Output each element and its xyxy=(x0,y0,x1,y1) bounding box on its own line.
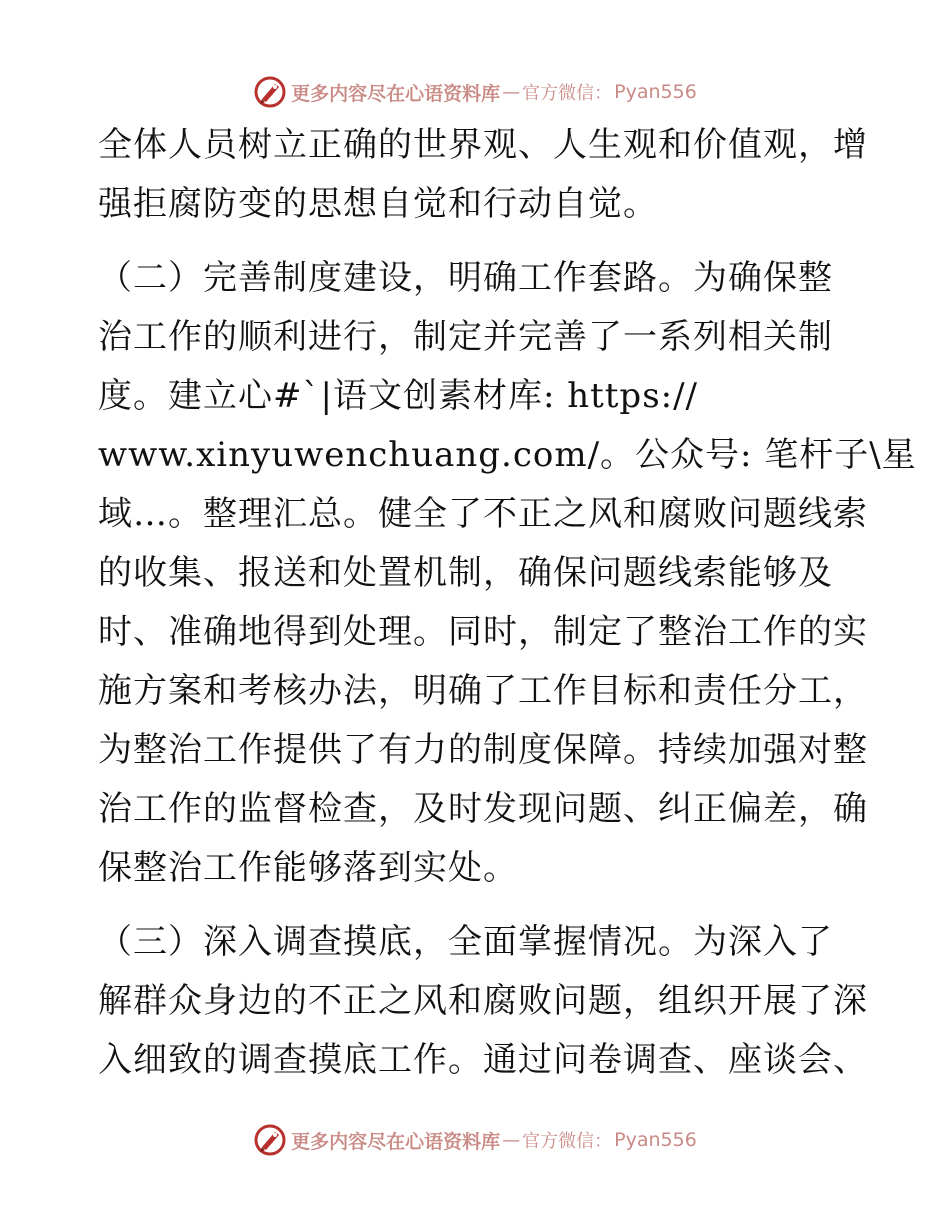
text-line: 度。建立心#`|语文创素材库: https:// xyxy=(98,376,699,416)
banner-wechat-label: 官方微信： xyxy=(522,1131,613,1152)
text-line: （三）深入调查摸底，全面掌握情况。为深入了 xyxy=(98,922,833,962)
text-line: 域…。整理汇总。健全了不正之风和腐败问题线索 xyxy=(98,494,868,534)
header-banner xyxy=(0,72,950,112)
text-line: 治工作的监督检查，及时发现问题、纠正偏差，确 xyxy=(98,789,868,829)
banner-main-text: 更多内容尽在心语资料库 xyxy=(291,1130,501,1153)
text-line: 强拒腐防变的思想自觉和行动自觉。 xyxy=(98,184,658,224)
banner-wechat-label: 官方微信： xyxy=(522,83,613,104)
paragraph-2 xyxy=(98,249,917,898)
text-line: 时、准确地得到处理。同时，制定了整治工作的实 xyxy=(98,612,868,652)
text-line: 入细致的调查摸底工作。通过问卷调查、座谈会、 xyxy=(98,1040,868,1080)
pen-logo-icon xyxy=(253,1123,287,1157)
banner-wechat-id: Pyan556 xyxy=(614,1129,697,1151)
pen-logo-icon xyxy=(253,75,287,109)
paragraph-1 xyxy=(98,116,868,234)
text-line: 为整治工作提供了有力的制度保障。持续加强对整 xyxy=(98,730,868,770)
text-line: 全体人员树立正确的世界观、人生观和价值观，增 xyxy=(98,125,868,165)
text-line: 的收集、报送和处置机制，确保问题线索能够及 xyxy=(98,553,833,593)
text-line: 治工作的顺利进行，制定并完善了一系列相关制 xyxy=(98,317,833,357)
text-line: （二）完善制度建设，明确工作套路。为确保整 xyxy=(98,258,833,298)
text-line: 施方案和考核办法，明确了工作目标和责任分工， xyxy=(98,671,868,711)
footer-banner xyxy=(0,1120,950,1160)
document-body xyxy=(98,116,917,1090)
paragraph-3 xyxy=(98,913,868,1090)
banner-separator: — xyxy=(502,1129,521,1151)
text-line: 保整治工作能够落到实处。 xyxy=(98,848,518,888)
text-line: 解群众身边的不正之风和腐败问题，组织开展了深 xyxy=(98,981,868,1021)
text-line: www.xinyuwenchuang.com/。公众号: 笔杆子\星 xyxy=(98,435,917,475)
banner-separator: — xyxy=(502,81,521,103)
banner-main-text: 更多内容尽在心语资料库 xyxy=(291,82,501,105)
banner-wechat-id: Pyan556 xyxy=(614,81,697,103)
